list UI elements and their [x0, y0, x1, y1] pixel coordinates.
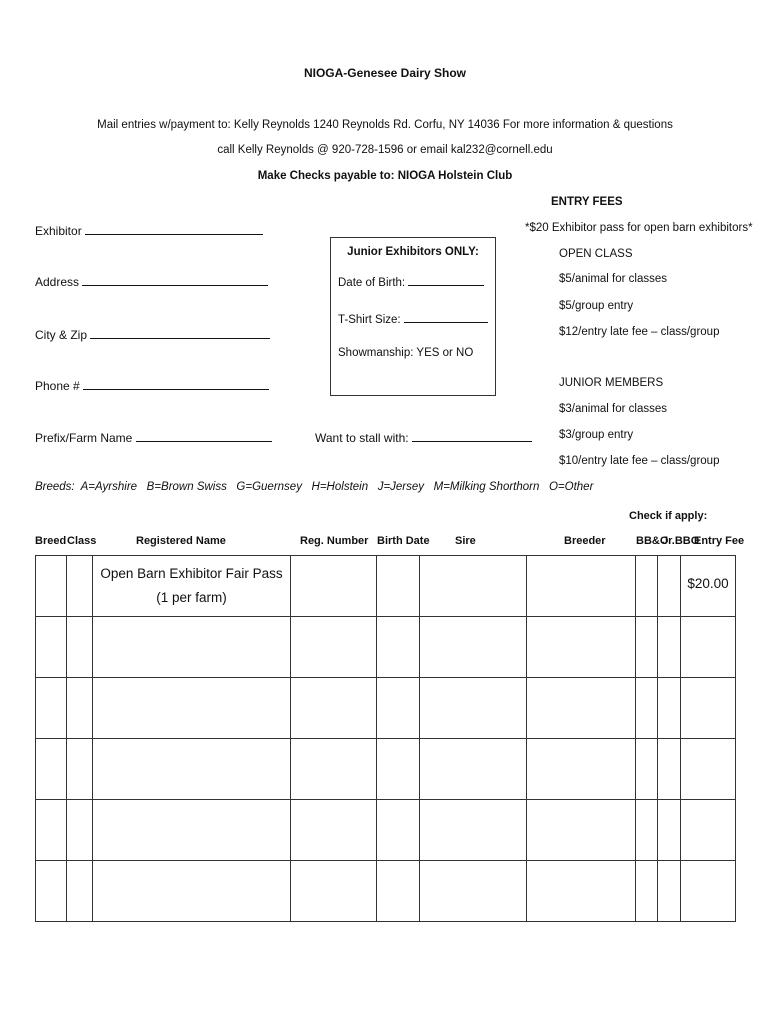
- exhibitor-pass-note: *$20 Exhibitor pass for open barn exhibitors*: [525, 222, 753, 234]
- address-input[interactable]: [82, 273, 268, 286]
- table-row: [36, 617, 736, 678]
- mail-instructions: Mail entries w/payment to: Kelly Reynolds 1240 Reynolds Rd. Corfu, NY 14036 For more information & questions: [97, 119, 673, 131]
- reg-number-cell[interactable]: [291, 556, 377, 617]
- phone-input[interactable]: [83, 377, 269, 390]
- contact-line: call Kelly Reynolds @ 920-728-1596 or email kal232@cornell.edu: [217, 144, 553, 156]
- junior-exhibitors-box: [330, 237, 496, 396]
- table-row: [36, 861, 736, 922]
- checks-payable: Make Checks payable to: NIOGA Holstein Club: [257, 170, 513, 182]
- table-row: [36, 800, 736, 861]
- col-registered-name: Registered Name: [136, 535, 226, 547]
- tshirt-input[interactable]: [404, 310, 488, 323]
- sire-cell[interactable]: [420, 556, 527, 617]
- fair-pass-note: (1 per farm): [156, 590, 227, 605]
- tshirt-label: T-Shirt Size:: [338, 314, 401, 326]
- address-field: [35, 273, 268, 289]
- junior-members-fee: $3/animal for classes: [559, 403, 668, 415]
- table-row: [36, 678, 736, 739]
- col-birth-date: Birth Date: [377, 535, 430, 547]
- open-class-fee: $5/animal for classes: [559, 273, 668, 285]
- phone-field: [35, 377, 269, 393]
- open-class-heading: OPEN CLASS: [559, 248, 633, 260]
- prefix-farm-label: Prefix/Farm Name: [35, 431, 133, 445]
- check-if-apply-label: Check if apply:: [629, 510, 708, 522]
- bbo-checkbox[interactable]: [636, 556, 658, 617]
- col-breeder: Breeder: [564, 535, 606, 547]
- stall-label: Want to stall with:: [315, 431, 409, 445]
- dob-label: Date of Birth:: [338, 277, 406, 289]
- birth-date-cell[interactable]: [377, 556, 420, 617]
- dob-input[interactable]: [408, 273, 484, 286]
- stall-field: [315, 429, 532, 445]
- table-row: [36, 556, 736, 617]
- junior-members-fee: $3/group entry: [559, 429, 634, 441]
- table-row: [36, 739, 736, 800]
- entry-fees-title: ENTRY FEES: [551, 196, 623, 208]
- col-jr-bbo: Jr.BBO: [662, 535, 700, 547]
- junior-members-fee: $10/entry late fee – class/group: [559, 455, 720, 467]
- phone-label: Phone #: [35, 379, 80, 393]
- prefix-farm-input[interactable]: [136, 429, 272, 442]
- class-cell[interactable]: [67, 556, 93, 617]
- exhibitor-field: [35, 222, 263, 238]
- col-class: Class: [67, 535, 97, 547]
- city-zip-input[interactable]: [90, 326, 270, 339]
- city-zip-field: [35, 326, 270, 342]
- breeder-cell[interactable]: [527, 556, 636, 617]
- col-breed: Breed: [35, 535, 67, 547]
- fair-pass-name: Open Barn Exhibitor Fair Pass: [100, 566, 283, 581]
- junior-box-title: Junior Exhibitors ONLY:: [347, 246, 479, 258]
- breed-cell[interactable]: [36, 556, 67, 617]
- registered-name-cell[interactable]: [93, 556, 291, 617]
- junior-members-heading: JUNIOR MEMBERS: [559, 377, 664, 389]
- dob-field: [338, 273, 484, 289]
- jr-bbo-checkbox[interactable]: [658, 556, 681, 617]
- open-class-fee: $5/group entry: [559, 300, 634, 312]
- stall-input[interactable]: [412, 429, 532, 442]
- entry-fee-cell[interactable]: $20.00: [681, 556, 736, 617]
- exhibitor-input[interactable]: [85, 222, 263, 235]
- breeds-legend: Breeds: A=Ayrshire B=Brown Swiss G=Guernsey H=Holstein J=Jersey M=Milking Shorthorn O=Other: [35, 481, 594, 493]
- col-reg-number: Reg. Number: [300, 535, 369, 547]
- col-bbo: BB&O: [636, 535, 669, 547]
- prefix-farm-field: [35, 429, 272, 445]
- address-label: Address: [35, 275, 80, 289]
- col-sire: Sire: [455, 535, 476, 547]
- tshirt-field: [338, 310, 488, 326]
- col-entry-fee: Entry Fee: [694, 535, 745, 547]
- exhibitor-label: Exhibitor: [35, 224, 82, 238]
- showmanship-option[interactable]: Showmanship: YES or NO: [338, 347, 474, 359]
- city-zip-label: City & Zip: [35, 328, 88, 342]
- open-class-fee: $12/entry late fee – class/group: [559, 326, 720, 338]
- entries-table: [35, 555, 736, 922]
- form-title: NIOGA-Genesee Dairy Show: [303, 66, 467, 80]
